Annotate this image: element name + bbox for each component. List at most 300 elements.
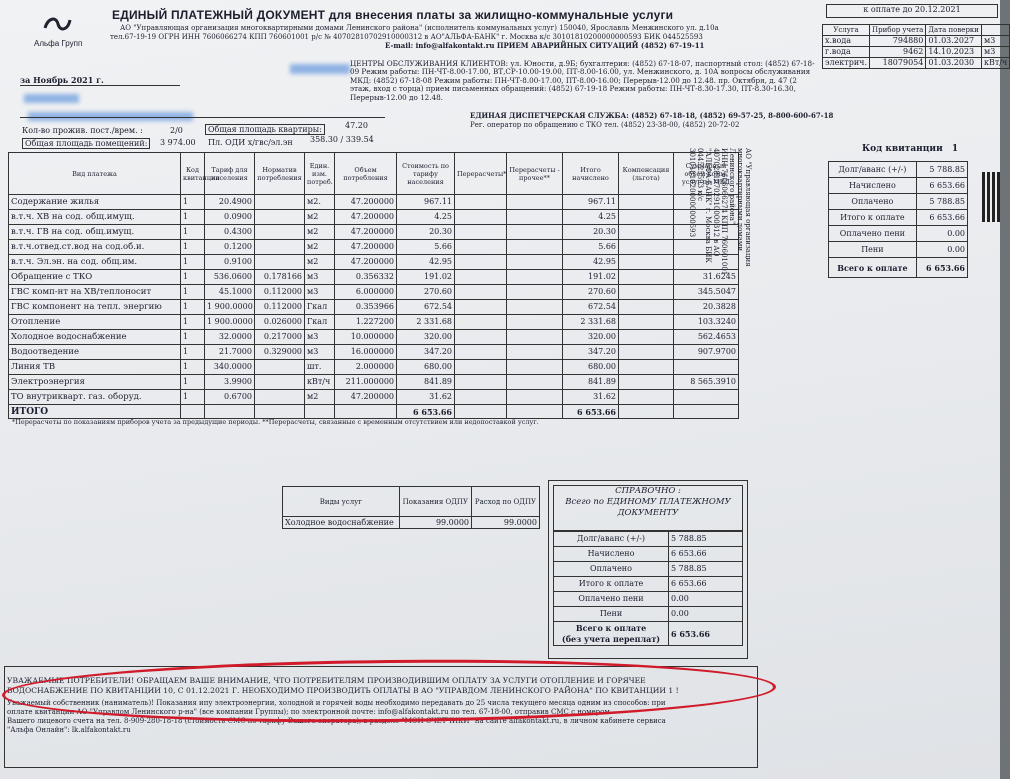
vertical-line: многоквартирными домами: [736, 148, 744, 252]
summary-label: Итого к оплате: [829, 210, 917, 226]
charges-cell: [455, 240, 507, 255]
reference-value: 0.00: [669, 607, 743, 622]
charges-cell: [255, 195, 305, 210]
charges-cell: [507, 300, 563, 315]
summary-value: 0.00: [916, 242, 967, 258]
charges-cell: 1 900.0000: [205, 315, 255, 330]
charges-cell: [507, 390, 563, 405]
notice-line: ВОДОСНАБЖЕНИЕ ПО КВИТАНЦИИ 10, С 01.12.2021 Г. НЕОБХОДИМО ПРОИЗВОДИТЬ ОПЛАТЫ В АО "УПРАВДОМ ЛЕНИНСКОГО РАЙОНА" ПО КВИТАНЦИИ 1 !: [7, 686, 679, 695]
residents-value: 2/0: [170, 126, 183, 135]
charges-cell: 1: [181, 270, 205, 285]
meter-date: 01.03.2027: [926, 36, 982, 47]
reference-value: 5 788.85: [669, 532, 743, 547]
charges-cell: м2: [305, 210, 335, 225]
charges-cell: 2 331.68: [397, 315, 455, 330]
vertical-line: 40702810702910000312 в АО: [712, 148, 720, 257]
meter-date: 01.03.2030: [926, 58, 982, 69]
charges-cell: 1: [181, 195, 205, 210]
charges-cell: в.т.ч. Эл.эн. на сод. общ.им.: [9, 255, 181, 270]
charges-cell: 0.6700: [205, 390, 255, 405]
charges-cell: Электроэнергия: [9, 375, 181, 390]
charges-cell: Содержание жилья: [9, 195, 181, 210]
charges-row: [9, 390, 739, 405]
charges-header-cell: Код квитанции: [181, 153, 205, 195]
charges-cell: [255, 390, 305, 405]
charges-cell: 0.329000: [255, 345, 305, 360]
charges-cell: [455, 210, 507, 225]
charges-cell: [619, 270, 674, 285]
charges-cell: [619, 240, 674, 255]
charges-cell: [507, 195, 563, 210]
meters-header: Услуга: [823, 25, 870, 36]
charges-cell: м2: [305, 390, 335, 405]
summary-label: Оплачено пени: [829, 226, 917, 242]
charges-cell: [507, 375, 563, 390]
odpu-header: Показания ОДПУ: [399, 487, 471, 517]
notice-line: оплате квитанции АО "Управдом Ленинского р-на" (все компании Группы); по электронной почте: info@alfakontakt.ru по тел. 67-18-00, отправив СМС с номером: [7, 708, 610, 716]
receipt-code: [862, 145, 958, 154]
charges-cell: 0.356332: [335, 270, 397, 285]
charges-cell: 1: [181, 255, 205, 270]
charges-cell: [455, 345, 507, 360]
charges-cell: 20.30: [397, 225, 455, 240]
charges-cell: 672.54: [563, 300, 619, 315]
charges-cell: м3: [305, 270, 335, 285]
common-area-value: 3 974.00: [160, 138, 196, 147]
charges-cell: 536.0600: [205, 270, 255, 285]
charges-cell: [619, 390, 674, 405]
charges-cell: 0.4300: [205, 225, 255, 240]
charges-cell: [507, 360, 563, 375]
charges-header-cell: Тариф для населения: [205, 153, 255, 195]
charges-cell: 672.54: [397, 300, 455, 315]
charges-cell: 340.0000: [205, 360, 255, 375]
charges-header-cell: Объем потребления: [335, 153, 397, 195]
charges-header-cell: Вид платежа: [9, 153, 181, 195]
receipt-summary-table: [828, 161, 968, 278]
charges-cell: 16.000000: [335, 345, 397, 360]
charges-cell: 680.00: [397, 360, 455, 375]
charges-cell: 0.178166: [255, 270, 305, 285]
reference-title: СПРАВОЧНО :: [615, 486, 681, 496]
reference-label: Долг/аванс (+/-): [554, 532, 669, 547]
meters-header: Дата поверки: [926, 25, 982, 36]
charges-cell: 47.200000: [335, 255, 397, 270]
charges-cell: 47.200000: [335, 210, 397, 225]
charges-cell: 32.0000: [205, 330, 255, 345]
charges-cell: 20.4900: [205, 195, 255, 210]
charges-cell: [455, 270, 507, 285]
charges-row: [9, 330, 739, 345]
charges-cell: 4.25: [563, 210, 619, 225]
charges-row: [9, 255, 739, 270]
notice-line: УВАЖАЕМЫЕ ПОТРЕБИТЕЛИ! ОБРАЩАЕМ ВАШЕ ВНИМАНИЕ, ЧТО ПОТРЕБИТЕЛЯМ ПРОИЗВОДИВШИМ ОПЛАТУ ЗА УСЛУГИ ОТОПЛЕНИЕ И ГОРЯЧЕЕ: [7, 676, 646, 685]
charges-cell: 5.66: [563, 240, 619, 255]
vertical-requisites: [688, 148, 752, 275]
summary-value: 0.00: [916, 226, 967, 242]
charges-header-cell: Перерасчеты - прочее**: [507, 153, 563, 195]
common-area-label: Общая площадь помещений:: [22, 138, 150, 149]
charges-cell: 31.6245: [674, 270, 739, 285]
charges-cell: [255, 360, 305, 375]
charges-cell: [455, 390, 507, 405]
odi-label: Пл. ОДИ х/гвс/эл.эн: [208, 138, 293, 147]
charges-cell: 1: [181, 210, 205, 225]
summary-total-value: 6 653.66: [916, 258, 967, 278]
charges-cell: кВт/ч: [305, 375, 335, 390]
charges-cell: [619, 285, 674, 300]
charges-row: [9, 315, 739, 330]
charges-cell: 347.20: [563, 345, 619, 360]
charges-cell: 47.200000: [335, 225, 397, 240]
charges-cell: [455, 360, 507, 375]
meter-date: 14.10.2023: [926, 47, 982, 58]
charges-cell: 1: [181, 225, 205, 240]
charges-cell: 1.227200: [335, 315, 397, 330]
charges-row: [9, 240, 739, 255]
charges-row: [9, 210, 739, 225]
charges-cell: 20.3828: [674, 300, 739, 315]
vertical-line: ИНН 7606066274 КПП 760601001: [720, 148, 728, 276]
notice-line: Уважаемый собственник (наниматель)! Показания ипу электроэнергии, холодной и горячей воды необходимо передавать до 25 числа текущего месяца одним из способов: при: [7, 699, 666, 707]
charges-cell: 1 900.0000: [205, 300, 255, 315]
reference-title: ДОКУМЕНТУ: [617, 508, 679, 518]
charges-cell: Гкал: [305, 300, 335, 315]
charges-cell: 4.25: [397, 210, 455, 225]
charges-cell: [455, 375, 507, 390]
charges-cell: [507, 225, 563, 240]
charges-cell: 42.95: [397, 255, 455, 270]
charges-cell: 270.60: [397, 285, 455, 300]
vertical-line: АО "Управляющая организация: [744, 148, 752, 267]
pay-by-date: к оплате до 20.12.2021: [826, 4, 998, 18]
charges-cell: [619, 345, 674, 360]
charges-cell: [507, 345, 563, 360]
charges-cell: [455, 195, 507, 210]
vertical-line: 30101810200000000593: [688, 148, 696, 238]
charges-header-cell: Стоимость по тарифу населения: [397, 153, 455, 195]
residents-label: Кол-во прожив. пост./врем. :: [22, 126, 143, 135]
reference-table: [553, 531, 743, 646]
charges-cell: [255, 375, 305, 390]
charges-row: [9, 375, 739, 390]
charges-cell: 1: [181, 375, 205, 390]
charges-cell: [619, 195, 674, 210]
redacted-account: [290, 64, 350, 74]
charges-cell: 2.000000: [335, 360, 397, 375]
reference-label: Оплачено пени: [554, 592, 669, 607]
charges-cell: 967.11: [563, 195, 619, 210]
meter-service: г.вода: [823, 47, 870, 58]
meter-number: 9462: [870, 47, 926, 58]
charges-cell: [619, 315, 674, 330]
odi-value: 358.30 / 339.54: [310, 135, 374, 144]
charges-cell: 1: [181, 360, 205, 375]
meter-unit: кВт/ч: [981, 58, 1009, 69]
meter-service: электрич.: [823, 58, 870, 69]
charges-cell: 345.5047: [674, 285, 739, 300]
total-label: ИТОГО: [9, 405, 181, 419]
charges-cell: 1: [181, 240, 205, 255]
reference-label: Начислено: [554, 547, 669, 562]
charges-cell: в.т.ч. ХВ на сод. общ.имущ.: [9, 210, 181, 225]
charges-row: [9, 345, 739, 360]
charges-cell: [455, 255, 507, 270]
charges-cell: ТО внутрикварт. газ. оборуд.: [9, 390, 181, 405]
charges-cell: [674, 360, 739, 375]
charges-cell: 21.7000: [205, 345, 255, 360]
reference-value: 5 788.85: [669, 562, 743, 577]
charges-total-row: [9, 405, 739, 419]
odpu-header: Виды услуг: [283, 487, 400, 517]
vertical-line: 044525593 к/с: [696, 148, 704, 201]
charges-cell: [507, 285, 563, 300]
charges-cell: [455, 225, 507, 240]
meters-header: Прибор учета: [870, 25, 926, 36]
charges-cell: Отопление: [9, 315, 181, 330]
charges-cell: [255, 225, 305, 240]
charges-cell: 2 331.68: [563, 315, 619, 330]
charges-cell: в.т.ч. ГВ на сод. общ.имущ.: [9, 225, 181, 240]
charges-cell: м2: [305, 225, 335, 240]
charges-cell: 5.66: [397, 240, 455, 255]
charges-cell: м3: [305, 345, 335, 360]
charges-table: [8, 152, 739, 419]
charges-cell: 31.62: [397, 390, 455, 405]
charges-cell: 47.200000: [335, 390, 397, 405]
charges-cell: 1: [181, 345, 205, 360]
charges-header-cell: Итого начислено: [563, 153, 619, 195]
charges-cell: 45.1000: [205, 285, 255, 300]
charges-cell: 1: [181, 300, 205, 315]
charges-cell: в.т.ч.отвед.ст.вод на сод.об.и.: [9, 240, 181, 255]
charges-header-cell: Компенсация (льгота): [619, 153, 674, 195]
summary-value: 5 788.85: [916, 194, 967, 210]
charges-cell: 841.89: [397, 375, 455, 390]
charges-cell: 270.60: [563, 285, 619, 300]
logo-text: Альфа Групп: [34, 39, 83, 48]
area-value: 47.20: [345, 121, 368, 130]
charges-cell: 20.30: [563, 225, 619, 240]
summary-label: Начислено: [829, 178, 917, 194]
org-line-3: E-mail: info@alfakontakt.ru ПРИЕМ АВАРИЙНЫХ СИТУАЦИЙ (4852) 67-19-11: [385, 41, 705, 50]
summary-value: 6 653.66: [916, 178, 967, 194]
charges-cell: [455, 285, 507, 300]
service-centers-info: ЦЕНТРЫ ОБСЛУЖИВАНИЯ КЛИЕНТОВ: ул. Юности, д.9Б; бухгалтерия: (4852) 67-18-07, паспортный стол: (4852) 67-18-09 Режим работы: ПН-ЧТ-8.00-17.00, ВТ,СР-10.00-19.00, ПТ-8.00-16.00, ул. Менжинского, д. 10А вопросы обслуживания МКД: (4852) 67-18-08 Режим работы: ПН-ЧТ-8.00-17.00, ПТ-8.00-16.00; Перерыв-12.00 до 12.48. пр. Октября, д. 47 (2 этаж, вход с торца) прием письменных обращений: (4852) 67-19-18 Режим работы: ПН-ЧТ-8.30-17.30, ПТ-8.30-16.30, Перерыв-12.00 до 12.48.: [350, 59, 815, 102]
charges-cell: 320.00: [397, 330, 455, 345]
charges-cell: 347.20: [397, 345, 455, 360]
charges-cell: 0.112000: [255, 285, 305, 300]
charges-cell: м2: [305, 255, 335, 270]
document-title: ЕДИНЫЙ ПЛАТЕЖНЫЙ ДОКУМЕНТ для внесения платы за жилищно-коммунальные услуги: [112, 8, 674, 22]
charges-cell: 562.4653: [674, 330, 739, 345]
vertical-line: "АЛЬФА-БАНК" г. Москва БИК: [704, 148, 712, 263]
charges-cell: [255, 255, 305, 270]
meter-row: [823, 58, 1010, 69]
charges-cell: 6.000000: [335, 285, 397, 300]
charges-row: [9, 300, 739, 315]
charges-cell: 3.9900: [205, 375, 255, 390]
charges-cell: [455, 300, 507, 315]
charges-header-cell: Перерасчеты*: [455, 153, 507, 195]
odpu-table: [282, 486, 540, 529]
charges-header-row: [9, 153, 739, 195]
charges-cell: [255, 240, 305, 255]
charges-row: [9, 195, 739, 210]
charges-cell: Линия ТВ: [9, 360, 181, 375]
charges-cell: Обращение с ТКО: [9, 270, 181, 285]
charges-cell: м3: [305, 330, 335, 345]
charges-cell: 191.02: [397, 270, 455, 285]
charges-cell: [619, 330, 674, 345]
charges-cell: Холодное водоснабжение: [9, 330, 181, 345]
charges-cell: [507, 270, 563, 285]
charges-cell: м2: [305, 240, 335, 255]
charges-cell: 320.00: [563, 330, 619, 345]
vertical-line: Ленинского района": [728, 148, 736, 225]
meter-number: 794880: [870, 36, 926, 47]
summary-value: 6 653.66: [916, 210, 967, 226]
receipt-code-label: Код квитанции: [862, 144, 943, 154]
charges-cell: 1: [181, 285, 205, 300]
tko-info: Рег. оператор по обращению с ТКО тел. (4852) 23-38-00, (4852) 20-72-02: [470, 121, 740, 129]
charges-cell: 10.000000: [335, 330, 397, 345]
charges-cell: 0.026000: [255, 315, 305, 330]
meter-number: 18079054: [870, 58, 926, 69]
charges-cell: [619, 225, 674, 240]
charges-cell: 103.3240: [674, 315, 739, 330]
reference-header: [553, 485, 743, 531]
charges-row: [9, 270, 739, 285]
charges-cell: 967.11: [397, 195, 455, 210]
reference-total-value: 6 653.66: [669, 622, 743, 646]
charges-cell: 0.0900: [205, 210, 255, 225]
charges-cell: 907.9700: [674, 345, 739, 360]
meter-unit: м3: [981, 36, 1009, 47]
charges-cell: ГВС комп-нт на ХВ/теплоносит: [9, 285, 181, 300]
summary-value: 5 788.85: [916, 162, 967, 178]
charges-cell: 47.200000: [335, 195, 397, 210]
reference-total-line: (без учета переплат): [561, 633, 661, 644]
qr-code-icon: [982, 172, 1000, 222]
odpu-header: Расход по ОДПУ: [472, 487, 540, 517]
charges-cell: 680.00: [563, 360, 619, 375]
charges-cell: 0.112000: [255, 300, 305, 315]
meter-unit: м3: [981, 47, 1009, 58]
area-label: Общая площадь квартиры:: [205, 124, 325, 135]
meter-service: х.вода: [823, 36, 870, 47]
alfa-group-logo-icon: [42, 14, 72, 36]
charges-cell: 8 565.3910: [674, 375, 739, 390]
notice-line: Вашего лицевого счета на тел. 8-909-280-18-18 (стоимость СМС по тарифу Вашего оператора), в разделе "МОИ СЧЕТЧИКИ" на сайте alfakontakt.ru, в личном кабинете сервиса: [7, 717, 666, 725]
reference-box: [548, 480, 748, 659]
odpu-reading: 99.0000: [399, 517, 471, 529]
footnote: *Перерасчеты по показаниям приборов учета за предыдущие периоды. **Перерасчеты, связанные с временным отсутствием или недопоставкой услуг.: [12, 418, 539, 426]
charges-cell: 191.02: [563, 270, 619, 285]
charges-cell: [619, 375, 674, 390]
charges-cell: [674, 390, 739, 405]
charges-header-cell: Норматив потребления: [255, 153, 305, 195]
reference-value: 6 653.66: [669, 547, 743, 562]
charges-header-cell: Един. изм. потреб.: [305, 153, 335, 195]
charges-cell: [507, 210, 563, 225]
odpu-row: [283, 517, 540, 529]
charges-cell: Водоотведение: [9, 345, 181, 360]
org-line-2: тел.67-19-19 ОГРН ИНН 7606066274 КПП 760601001 р/с № 40702810702910000312 в АО"АЛЬФА-БАНК" г. Москва к/с 30101810200000000593 БИК 044525593: [110, 33, 703, 41]
meter-row: [823, 47, 1010, 58]
notice-line: "Альфа Онлайн": lk.alfakontakt.ru: [7, 726, 131, 734]
charges-cell: 47.200000: [335, 240, 397, 255]
charges-cell: Гкал: [305, 315, 335, 330]
org-line-1: АО "Управляющая организация многоквартирными домами Ленинского района" (исполнитель коммунальных услуг) 150040, Ярославль Менжинского ул. д.10а: [120, 24, 719, 32]
charges-row: [9, 285, 739, 300]
reference-value: 0.00: [669, 592, 743, 607]
charges-cell: 0.217000: [255, 330, 305, 345]
charges-cell: [619, 360, 674, 375]
charges-cell: 211.000000: [335, 375, 397, 390]
charges-cell: 42.95: [563, 255, 619, 270]
redacted-name: [24, 94, 79, 103]
charges-cell: [619, 255, 674, 270]
account-params: [20, 117, 385, 152]
charges-cell: [507, 330, 563, 345]
receipt-code-value: 1: [951, 144, 959, 154]
charges-cell: 0.1200: [205, 240, 255, 255]
charges-cell: [455, 330, 507, 345]
charges-cell: 31.62: [563, 390, 619, 405]
reference-value: 6 653.66: [669, 577, 743, 592]
odpu-service: Холодное водоснабжение: [283, 517, 400, 529]
charges-row: [9, 225, 739, 240]
total-accrued: 6 653.66: [563, 405, 619, 419]
charges-cell: [619, 210, 674, 225]
charges-cell: [619, 300, 674, 315]
summary-label: Долг/аванс (+/-): [829, 162, 917, 178]
charges-cell: [507, 315, 563, 330]
billing-period: за Ноябрь 2021 г.: [20, 76, 180, 86]
summary-label: Оплачено: [829, 194, 917, 210]
charges-cell: м3: [305, 285, 335, 300]
summary-total-label: Всего к оплате: [829, 258, 917, 278]
odpu-usage: 99.0000: [472, 517, 540, 529]
charges-cell: 841.89: [563, 375, 619, 390]
charges-cell: [255, 210, 305, 225]
total-cost: 6 653.66: [397, 405, 455, 419]
reference-label: Пени: [554, 607, 669, 622]
reference-label: Оплачено: [554, 562, 669, 577]
charges-cell: ГВС компонент на тепл. энергию: [9, 300, 181, 315]
reference-total-line: Всего к оплате: [575, 622, 647, 633]
charges-cell: [507, 240, 563, 255]
reference-total-label: [554, 622, 669, 646]
meters-table: [822, 24, 1010, 69]
charges-header-cell: Суммарный объем комм. услуг по МКД: [674, 153, 739, 195]
charges-cell: 0.353966: [335, 300, 397, 315]
charges-body: [9, 195, 739, 405]
charges-cell: [507, 255, 563, 270]
dispatch-info: ЕДИНАЯ ДИСПЕТЧЕРСКАЯ СЛУЖБА: (4852) 67-18-18, (4852) 69-57-25, 8-800-600-67-18: [470, 111, 834, 120]
charges-cell: 1: [181, 330, 205, 345]
charges-cell: 1: [181, 390, 205, 405]
meter-row: [823, 36, 1010, 47]
charges-row: [9, 360, 739, 375]
reference-label: Итого к оплате: [554, 577, 669, 592]
summary-label: Пени: [829, 242, 917, 258]
charges-cell: 0.9100: [205, 255, 255, 270]
reference-title: Всего по ЕДИНОМУ ПЛАТЕЖНОМУ: [565, 497, 731, 507]
charges-cell: шт.: [305, 360, 335, 375]
charges-cell: м2.: [305, 195, 335, 210]
